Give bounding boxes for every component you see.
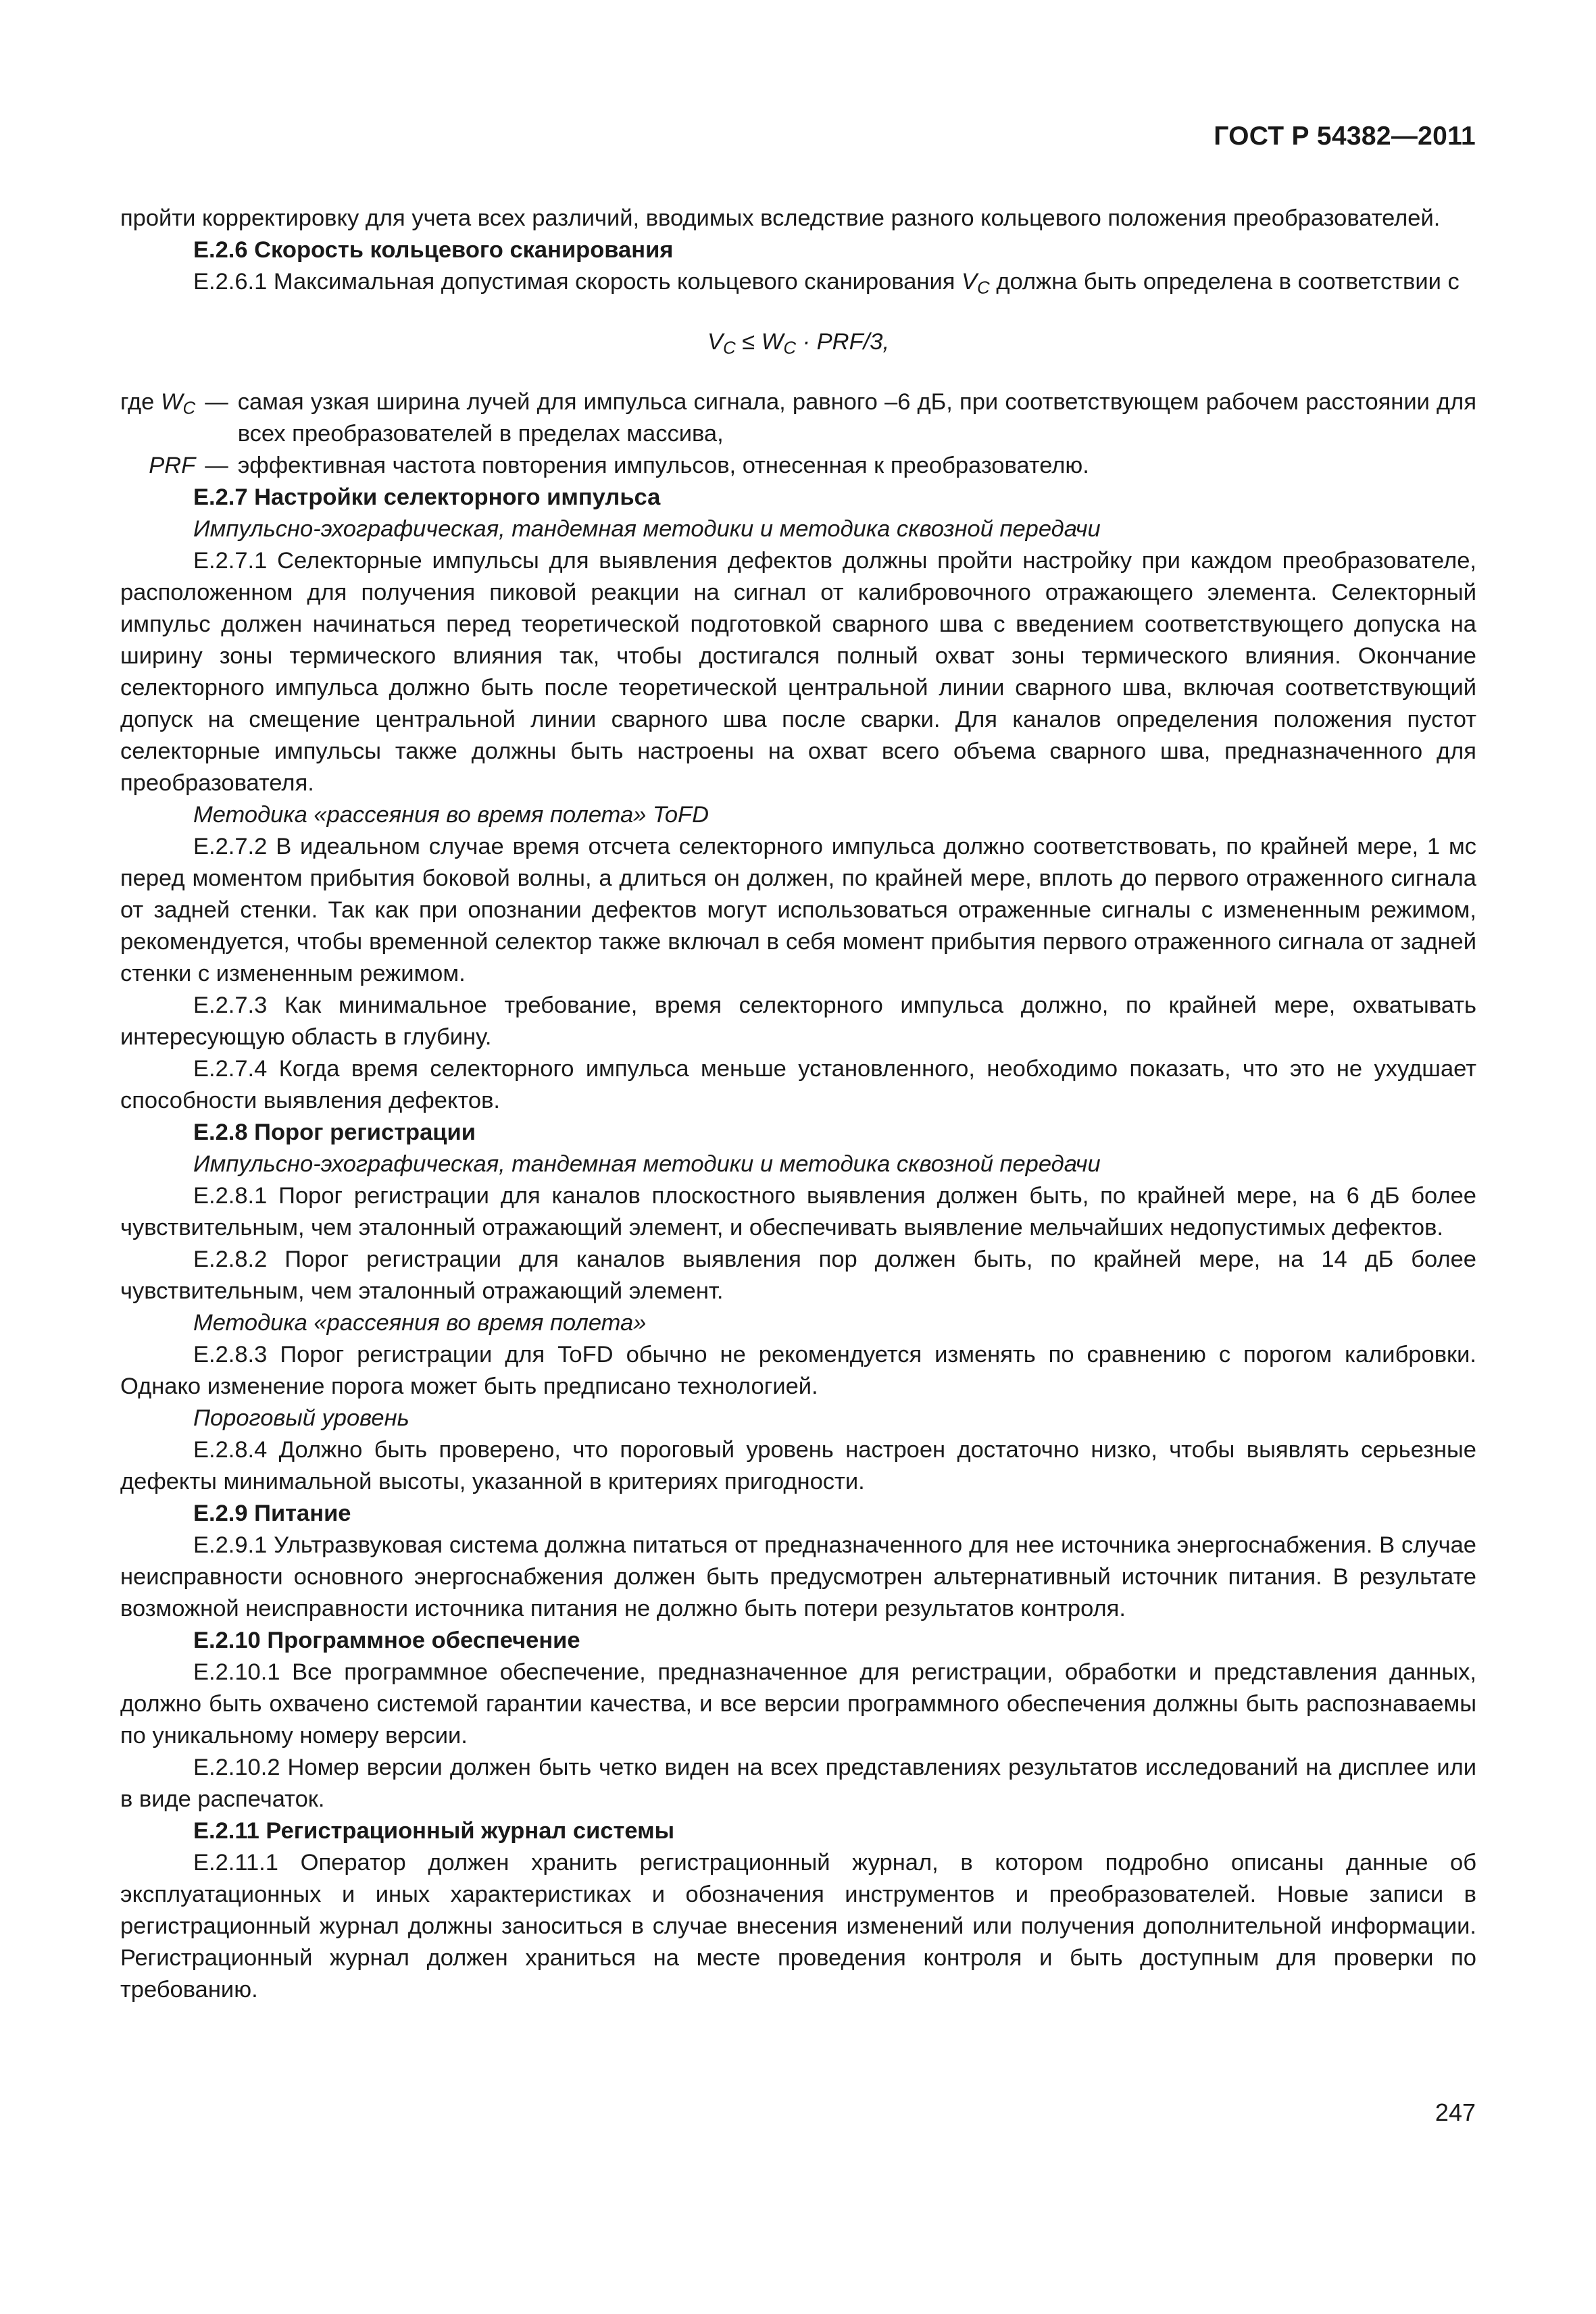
paragraph-e2102: Е.2.10.2 Номер версии должен быть четко виден на всех представлениях результатов исследований на дисплее или в виде распечаток. <box>120 1755 1476 1812</box>
section-heading-e211: Е.2.11 Регистрационный журнал системы <box>193 1818 675 1844</box>
paragraph-e2101: Е.2.10.1 Все программное обеспечение, предназначенное для регистрации, обработки и представления данных, должно быть охвачено системой гарантии качества, и все версии программного обеспечения должны быть распознаваемы по уникальному номеру версии. <box>120 1659 1476 1749</box>
formula-definitions <box>120 386 1476 482</box>
paragraph-e291: Е.2.9.1 Ультразвуковая система должна питаться от предназначенного для нее источника энергоснабжения. В случае неисправности основного энергоснабжения должен быть предусмотрен альтернативный источник питания. В результате возможной неисправности источника питания не должно быть потери результатов контроля. <box>120 1532 1476 1621</box>
paragraph-e272: Е.2.7.2 В идеальном случае время отсчета селекторного импульса должно соответствовать, по крайней мере, 1 мс перед моментом прибытия боковой волны, а длиться он должен, по крайней мере, вплоть до первого отраженного сигнала от задней стенки. Так как при опознании дефектов могут использоваться отраженные сигналы с измененным режимом, рекомендуется, чтобы временной селектор также включал в себя момент прибытия первого отраженного сигнала от задней стенки с измененным режимом. <box>120 834 1476 986</box>
definition-row-prf <box>120 450 1476 482</box>
subheading-e27-pulse-echo: Импульсно-эхографическая, тандемная методики и методика сквозной передачи <box>193 516 1101 542</box>
paragraph-continuation: пройти корректировку для учета всех различий, вводимых вследствие разного кольцевого положения преобразователей. <box>120 205 1441 231</box>
document-header: ГОСТ Р 54382—2011 <box>1214 122 1476 151</box>
subheading-e28-pulse-echo: Импульсно-эхографическая, тандемная методики и методика сквозной передачи <box>193 1151 1101 1177</box>
definition-dash: — <box>205 453 228 478</box>
definition-term-wc: где $W_C$ <box>120 389 196 418</box>
subheading-e28-tofd: Методика «рассеяния во время полета» <box>193 1310 647 1336</box>
definition-text-prf: эффективная частота повторения импульсов, отнесенная к преобразователю. <box>237 453 1089 478</box>
definition-dash: — <box>205 389 228 415</box>
paragraph-e261: Е.2.6.1 Максимальная допустимая скорость кольцевого сканирования $V_C$ должна быть определена в соответствии с <box>193 269 1460 298</box>
paragraph-e283: Е.2.8.3 Порог регистрации для ToFD обычно не рекомендуется изменять по сравнению с порогом калибровки. Однако изменение порога может быть предписано технологией. <box>120 1342 1476 1399</box>
paragraph-e284: Е.2.8.4 Должно быть проверено, что пороговый уровень настроен достаточно низко, чтобы выявлять серьезные дефекты минимальной высоты, указанной в критериях пригодности. <box>120 1437 1476 1494</box>
paragraph-e274: Е.2.7.4 Когда время селекторного импульса меньше установленного, необходимо показать, что это не ухудшает способности выявления дефектов. <box>120 1056 1476 1113</box>
section-heading-e27: Е.2.7 Настройки селекторного импульса <box>193 484 661 510</box>
section-heading-e28: Е.2.8 Порог регистрации <box>193 1120 476 1145</box>
paragraph-e273: Е.2.7.3 Как минимальное требование, время селекторного импульса должно, по крайней мере, охватывать интересующую область в глубину. <box>120 992 1476 1050</box>
definition-text-wc: самая узкая ширина лучей для импульса сигнала, равного –6 дБ, при соответствующем рабочем расстоянии для всех преобразователей в пределах массива, <box>237 389 1476 447</box>
definition-row-wc <box>120 386 1476 450</box>
paragraph-e282: Е.2.8.2 Порог регистрации для каналов выявления пор должен быть, по крайней мере, на 14 дБ более чувствительным, чем эталонный отражающий элемент. <box>120 1247 1476 1304</box>
paragraph-e2111: Е.2.11.1 Оператор должен хранить регистрационный журнал, в котором подробно описаны данные об эксплуатационных и иных характеристиках и обозначения инструментов и преобразователей. Новые записи в регистрационный журнал должны заноситься в случае внесения изменений или получения дополнительной информации. Регистрационный журнал должен храниться на месте проведения контроля и быть доступным для проверки по требованию. <box>120 1850 1476 2003</box>
document-body <box>120 203 1476 2006</box>
paragraph-e271: Е.2.7.1 Селекторные импульсы для выявления дефектов должны пройти настройку при каждом преобразователе, расположенном для получения пиковой реакции на сигнал от калибровочного отражающего элемента. Селекторный импульс должен начинаться перед теоретической подготовкой сварного шва с введением соответствующего допуска на ширину зоны термического влияния так, чтобы достигался полный охват зоны термического влияния. Окончание селекторного импульса должно быть после теоретической центральной линии сварного шва, включая соответствующий допуск на смещение центральной линии сварного шва после сварки. Для каналов определения положения пустот селекторные импульсы также должны быть настроены на охват всего объема сварного шва, предназначенного для преобразователя. <box>120 548 1476 796</box>
paragraph-e281: Е.2.8.1 Порог регистрации для каналов плоскостного выявления должен быть, по крайней мере, на 6 дБ более чувствительным, чем эталонный отражающий элемент, и обеспечивать выявление мельчайших недопустимых дефектов. <box>120 1183 1476 1240</box>
definition-term-prf: PRF <box>149 453 196 478</box>
subheading-e28-threshold: Пороговый уровень <box>193 1405 409 1431</box>
section-heading-e26: Е.2.6 Скорость кольцевого сканирования <box>193 237 674 263</box>
subheading-e27-tofd: Методика «рассеяния во время полета» ToFD <box>193 802 709 828</box>
section-heading-e29: Е.2.9 Питание <box>193 1501 351 1526</box>
page-number: 247 <box>1435 2098 1476 2126</box>
section-heading-e210: Е.2.10 Программное обеспечение <box>193 1628 580 1653</box>
formula-scan-speed: $V_C \le W_C \cdot PRF/3$, <box>707 329 890 358</box>
